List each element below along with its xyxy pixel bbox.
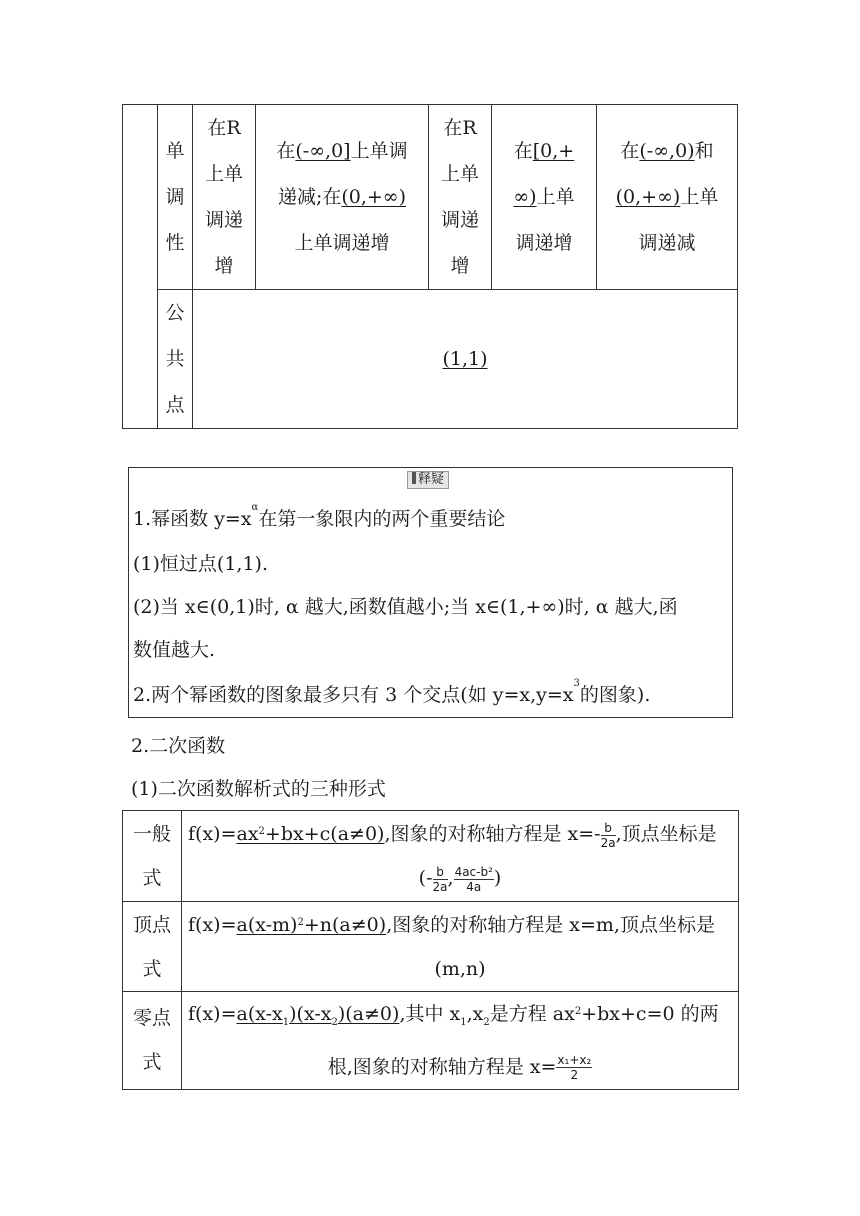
vertex-form-label: 顶点 式: [123, 902, 182, 992]
common-point-label: 公 共 点: [158, 290, 193, 429]
power-function-table: [122, 104, 738, 429]
general-form-content: $f(x)=ax^2+bx+c(a\ne 0)$,图象的对称轴方程是 x=- $\frac{b}{2a}$ ,顶点坐标是 (- $\frac{b}{2a}$ , $\frac{\text{4ac-b²}}{4a}$ ): [182, 811, 739, 902]
cell-increasing-r-2: 在R 上单 调递 增: [429, 105, 492, 290]
monotonicity-label: 单 调 性: [158, 105, 193, 290]
general-form-label: 一般 式: [123, 811, 182, 902]
zero-form-content: $f(x)=a(x-x_1)(x-x_2)(a\ne 0)$,其中 $x_1,x_2$是方程 $ax^2+bx+c=0$ 的两 根,图象的对称轴方程是 x= $\frac{\text{x₁+x₂}}{2}$: [182, 992, 739, 1090]
note-line-2: (1)恒过点(1,1).: [133, 553, 268, 575]
note-line-1: 1.幂函数 $y=x^\alpha$在第一象限内的两个重要结论: [133, 502, 506, 530]
section-subheading: (1)二次函数解析式的三种形式: [131, 778, 386, 800]
cell-reciprocal-monotonicity: 在(-∞,0)和 (0,+∞)上单 调递减: [597, 105, 738, 290]
left-blank-cell: [123, 105, 158, 429]
quadratic-forms-table: [122, 810, 739, 1090]
tag-marker-icon: [412, 472, 416, 484]
note-line-5: 2.两个幂函数的图象最多只有 3 个交点(如 $y=x,y=x^3$的图象).: [133, 678, 651, 706]
clarification-box: [128, 467, 733, 718]
vertex-form-content: $f(x)=a(x-m)^2+n(a\ne 0)$,图象的对称轴方程是 x=m,顶点坐标是 (m,n): [182, 902, 739, 992]
fraction: $\frac{\text{x₁+x₂}}{2}$: [557, 1053, 592, 1083]
cell-sqrt-monotonicity: 在[0,+ ∞)上单 调递增: [492, 105, 597, 290]
note-line-4: 数值越大.: [133, 639, 216, 661]
zero-form-label: 零点 式: [123, 992, 182, 1090]
clarification-tag: 释疑: [407, 471, 449, 489]
cell-x-squared-monotonicity: 在(-∞,0]上单调 递减;在(0,+∞) 上单调递增: [256, 105, 429, 290]
cell-increasing-r-1: 在R 上单 调递 增: [193, 105, 256, 290]
section-heading: 2.二次函数: [131, 735, 226, 757]
fraction: $\frac{b}{2a}$: [432, 864, 448, 894]
note-line-3: (2)当 x∈(0,1)时, α 越大,函数值越小;当 x∈(1,+∞)时, α 越大,函: [133, 596, 678, 618]
common-point-value: (1,1): [193, 290, 738, 429]
fraction: $\frac{b}{2a}$: [600, 820, 616, 850]
fraction: $\frac{\text{4ac-b²}}{4a}$: [454, 864, 493, 894]
